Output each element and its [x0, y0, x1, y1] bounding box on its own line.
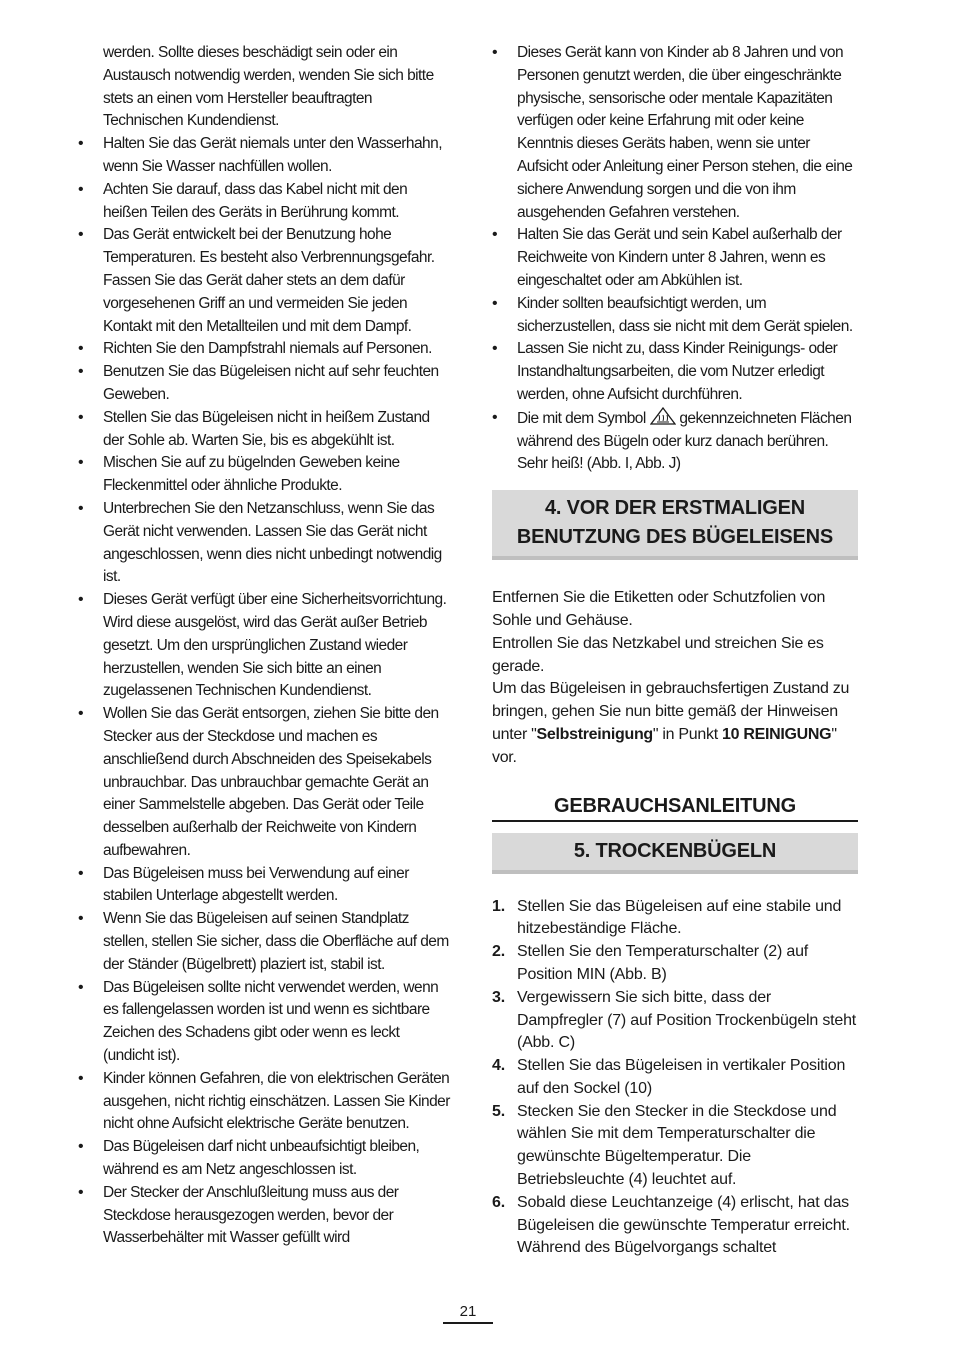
safety-list-item: • Halten Sie das Gerät niemals unter den Wasserhahn, wenn Sie Wasser nachfüllen wollen. [78, 133, 450, 179]
p3-text-c: " vor. [492, 725, 837, 766]
step-number: 1. [492, 897, 505, 915]
step-item [492, 941, 858, 987]
section-4-paragraph-1: Entfernen Sie die Etiketten oder Schutzfolien von Sohle und Gehäuse. [492, 589, 826, 629]
dry-ironing-steps [492, 896, 858, 1261]
left-column [78, 42, 450, 1250]
section-4-title-line2: BENUTZUNG DES BÜGELEISENS [516, 526, 834, 549]
safety-list-item: • Wenn Sie das Bügeleisen auf seinen Standplatz stellen, stellen Sie sicher, dass die Oberfläche auf dem der Ständer (Bügelbrett) plaziert ist, stabil ist. [78, 908, 450, 976]
safety-list-item: • Halten Sie das Gerät und sein Kabel außerhalb der Reichweite von Kindern unter 8 Jahren, wenn es eingeschaltet oder am Abkühlen ist. [492, 224, 858, 292]
section-4-heading [492, 490, 858, 560]
step-text: Stellen Sie das Bügeleisen in vertikaler Position auf den Sockel (10) [517, 1057, 846, 1097]
step-text: Vergewissern Sie sich bitte, dass der Dampfregler (7) auf Position Trockenbügeln steht (Abb. C) [517, 988, 857, 1052]
step-text: Sobald diese Leuchtanzeige (4) erlischt, hat das Bügeleisen die gewünschte Temperatur erreicht. [517, 1193, 850, 1234]
safety-list-item: • Das Gerät entwickelt bei der Benutzung hohe Temperaturen. Es besteht also Verbrennungsgefahr. Fassen Sie das Gerät daher stets an dem dafür vorgesehenen Griff an und vermeiden Sie jeden Kontakt mit den Metallteilen und mit dem Dampf. [78, 224, 450, 338]
safety-list-right [492, 42, 858, 407]
hot-surface-warning-icon [650, 407, 676, 425]
step-item [492, 896, 858, 942]
safety-list-item: • Stellen Sie das Bügeleisen nicht in heißem Zustand der Sohle ab. Warten Sie, bis es abgekühlt ist. [78, 407, 450, 453]
page-number: 21 [443, 1302, 493, 1324]
safety-list-item: • Dieses Gerät kann von Kinder ab 8 Jahren und von Personen genutzt werden, die über eingeschränkte physische, sensorische oder mentale Kapazitäten verfügen oder keine Erfahrung mit oder keine Kenntnis dieses Geräts haben, wenn sie unter Aufsicht oder Anleitung einer Person stehen, die eine sichere Anwendung sorgen und die von ihm ausgehenden Gefahren verstehen. [492, 42, 858, 224]
step-item [492, 1101, 858, 1192]
safety-list-item: • Kinder können Gefahren, die von elektrischen Geräten ausgehen, nicht richtig einschätzen. Lassen Sie Kinder nicht ohne Aufsicht elektrische Geräte benutzen. [78, 1068, 450, 1136]
safety-list-item: • Unterbrechen Sie den Netzanschluss, wenn Sie das Gerät nicht verwenden. Lassen Sie das Gerät nicht angeschlossen, wenn dies nicht unbedingt notwendig ist. [78, 498, 450, 589]
symbol-bullet-list [492, 407, 858, 476]
p3-text-a: Um das Bügeleisen in gebrauchsfertigen Zustand zu bringen, gehen Sie nun bitte gemäß der Hinweisen unter " [492, 680, 850, 743]
right-column [492, 42, 858, 1260]
safety-list-item: • Das Bügeleisen sollte nicht verwendet werden, wenn es fallengelassen worden ist und wenn es sichtbare Zeichen des Schadens gibt oder wenn es leckt (undicht ist). [78, 977, 450, 1068]
step-text: Stecken Sie den Stecker in die Steckdose und wählen Sie mit dem Temperaturschalter die gewünschte Bügeltemperatur. Die Betriebsleuchte (4) leuchtet auf. [517, 1102, 837, 1189]
section-5-heading: 5. TROCKENBÜGELN [492, 833, 858, 874]
safety-list-item: • Der Stecker der Anschlußleitung muss aus der Steckdose herausgezogen werden, bevor der Wasserbehälter mit Wasser gefüllt wird [78, 1182, 450, 1250]
section-4-title-line1: 4. VOR DER ERSTMALIGEN [544, 497, 806, 520]
safety-list-item: • Das Bügeleisen darf nicht unbeaufsichtigt bleiben, während es am Netz angeschlossen ist. [78, 1136, 450, 1182]
safety-list-item: • Das Bügeleisen muss bei Verwendung auf einer stabilen Unterlage abgestellt werden. [78, 863, 450, 909]
safety-list-item: • Benutzen Sie das Bügeleisen nicht auf sehr feuchten Geweben. [78, 361, 450, 407]
step-number: 3. [492, 988, 505, 1006]
p3-bold-reinigung: 10 REINIGUNG [722, 725, 832, 743]
usage-instructions-title: GEBRAUCHSANLEITUNG [492, 793, 858, 822]
step-item [492, 987, 858, 1055]
safety-list-item: • Richten Sie den Dampfstrahl niemals auf Personen. [78, 338, 450, 361]
step-text: Stellen Sie das Bügeleisen auf eine stabile und hitzebeständige Fläche. [517, 897, 842, 938]
safety-list-item: • Dieses Gerät verfügt über eine Sicherheitsvorrichtung. Wird diese ausgelöst, wird das Gerät außer Betrieb gesetzt. Um den ursprünglichen Zustand wieder herzustellen, wenden Sie sich bitte an einen zugelassenen Technischen Kundendienst. [78, 589, 450, 703]
p3-text-b: " in Punkt [652, 725, 722, 743]
safety-list-left [78, 42, 450, 1250]
step-text: Während des Bügelvorgangs schaltet [517, 1239, 777, 1257]
step-number: 4. [492, 1057, 505, 1075]
step-number: 6. [492, 1193, 505, 1211]
step-item [492, 1192, 858, 1238]
step-number: 2. [492, 943, 505, 961]
step-text: Stellen Sie den Temperaturschalter (2) auf Position MIN (Abb. B) [517, 943, 809, 983]
safety-list-item: • Mischen Sie auf zu bügelnden Geweben keine Fleckenmittel oder ähnliche Produkte. [78, 452, 450, 498]
step-item [492, 1237, 858, 1260]
p3-bold-selbstreinigung: Selbstreinigung [536, 725, 653, 743]
safety-list-item: • Achten Sie darauf, dass das Kabel nicht mit den heißen Teilen des Geräts in Berührung kommt. [78, 179, 450, 225]
step-number: 5. [492, 1102, 505, 1120]
safety-list-item: • Kinder sollten beaufsichtigt werden, um sicherzustellen, dass sie nicht mit dem Gerät spielen. [492, 293, 858, 339]
safety-list-item: • Wollen Sie das Gerät entsorgen, ziehen Sie bitte den Stecker aus der Steckdose und machen es anschließend durch Abschneiden des Speisekabels unbrauchbar. Das unbrauchbar gemachte Gerät an einer Sammelstelle abgeben. Das Gerät oder Teile desselben außerhalb der Reichweite von Kindern aufbewahren. [78, 703, 450, 863]
safety-list-item: werden. Sollte dieses beschädigt sein oder ein Austausch notwendig werden, wenden Sie sich bitte stets an einen vom Hersteller beauftragten Technischen Kundendienst. [103, 44, 434, 130]
section-4-paragraph-2: Entrollen Sie das Netzkabel und streichen Sie es gerade. [492, 634, 824, 675]
symbol-bullet-item [492, 407, 858, 476]
symbol-bullet-after: gekennzeichneten Flächen während des Bügeln oder kurz danach berühren. Sehr heiß! (Abb. I, Abb. J) [517, 409, 852, 473]
section-4-paragraph-3 [492, 678, 858, 769]
step-item [492, 1055, 858, 1101]
symbol-bullet-before: Die mit dem Symbol [517, 409, 646, 427]
safety-list-item: • Lassen Sie nicht zu, dass Kinder Reinigungs- oder Instandhaltungsarbeiten, die vom Nutzer erledigt werden, ohne Aufsicht durchführen. [492, 338, 858, 406]
